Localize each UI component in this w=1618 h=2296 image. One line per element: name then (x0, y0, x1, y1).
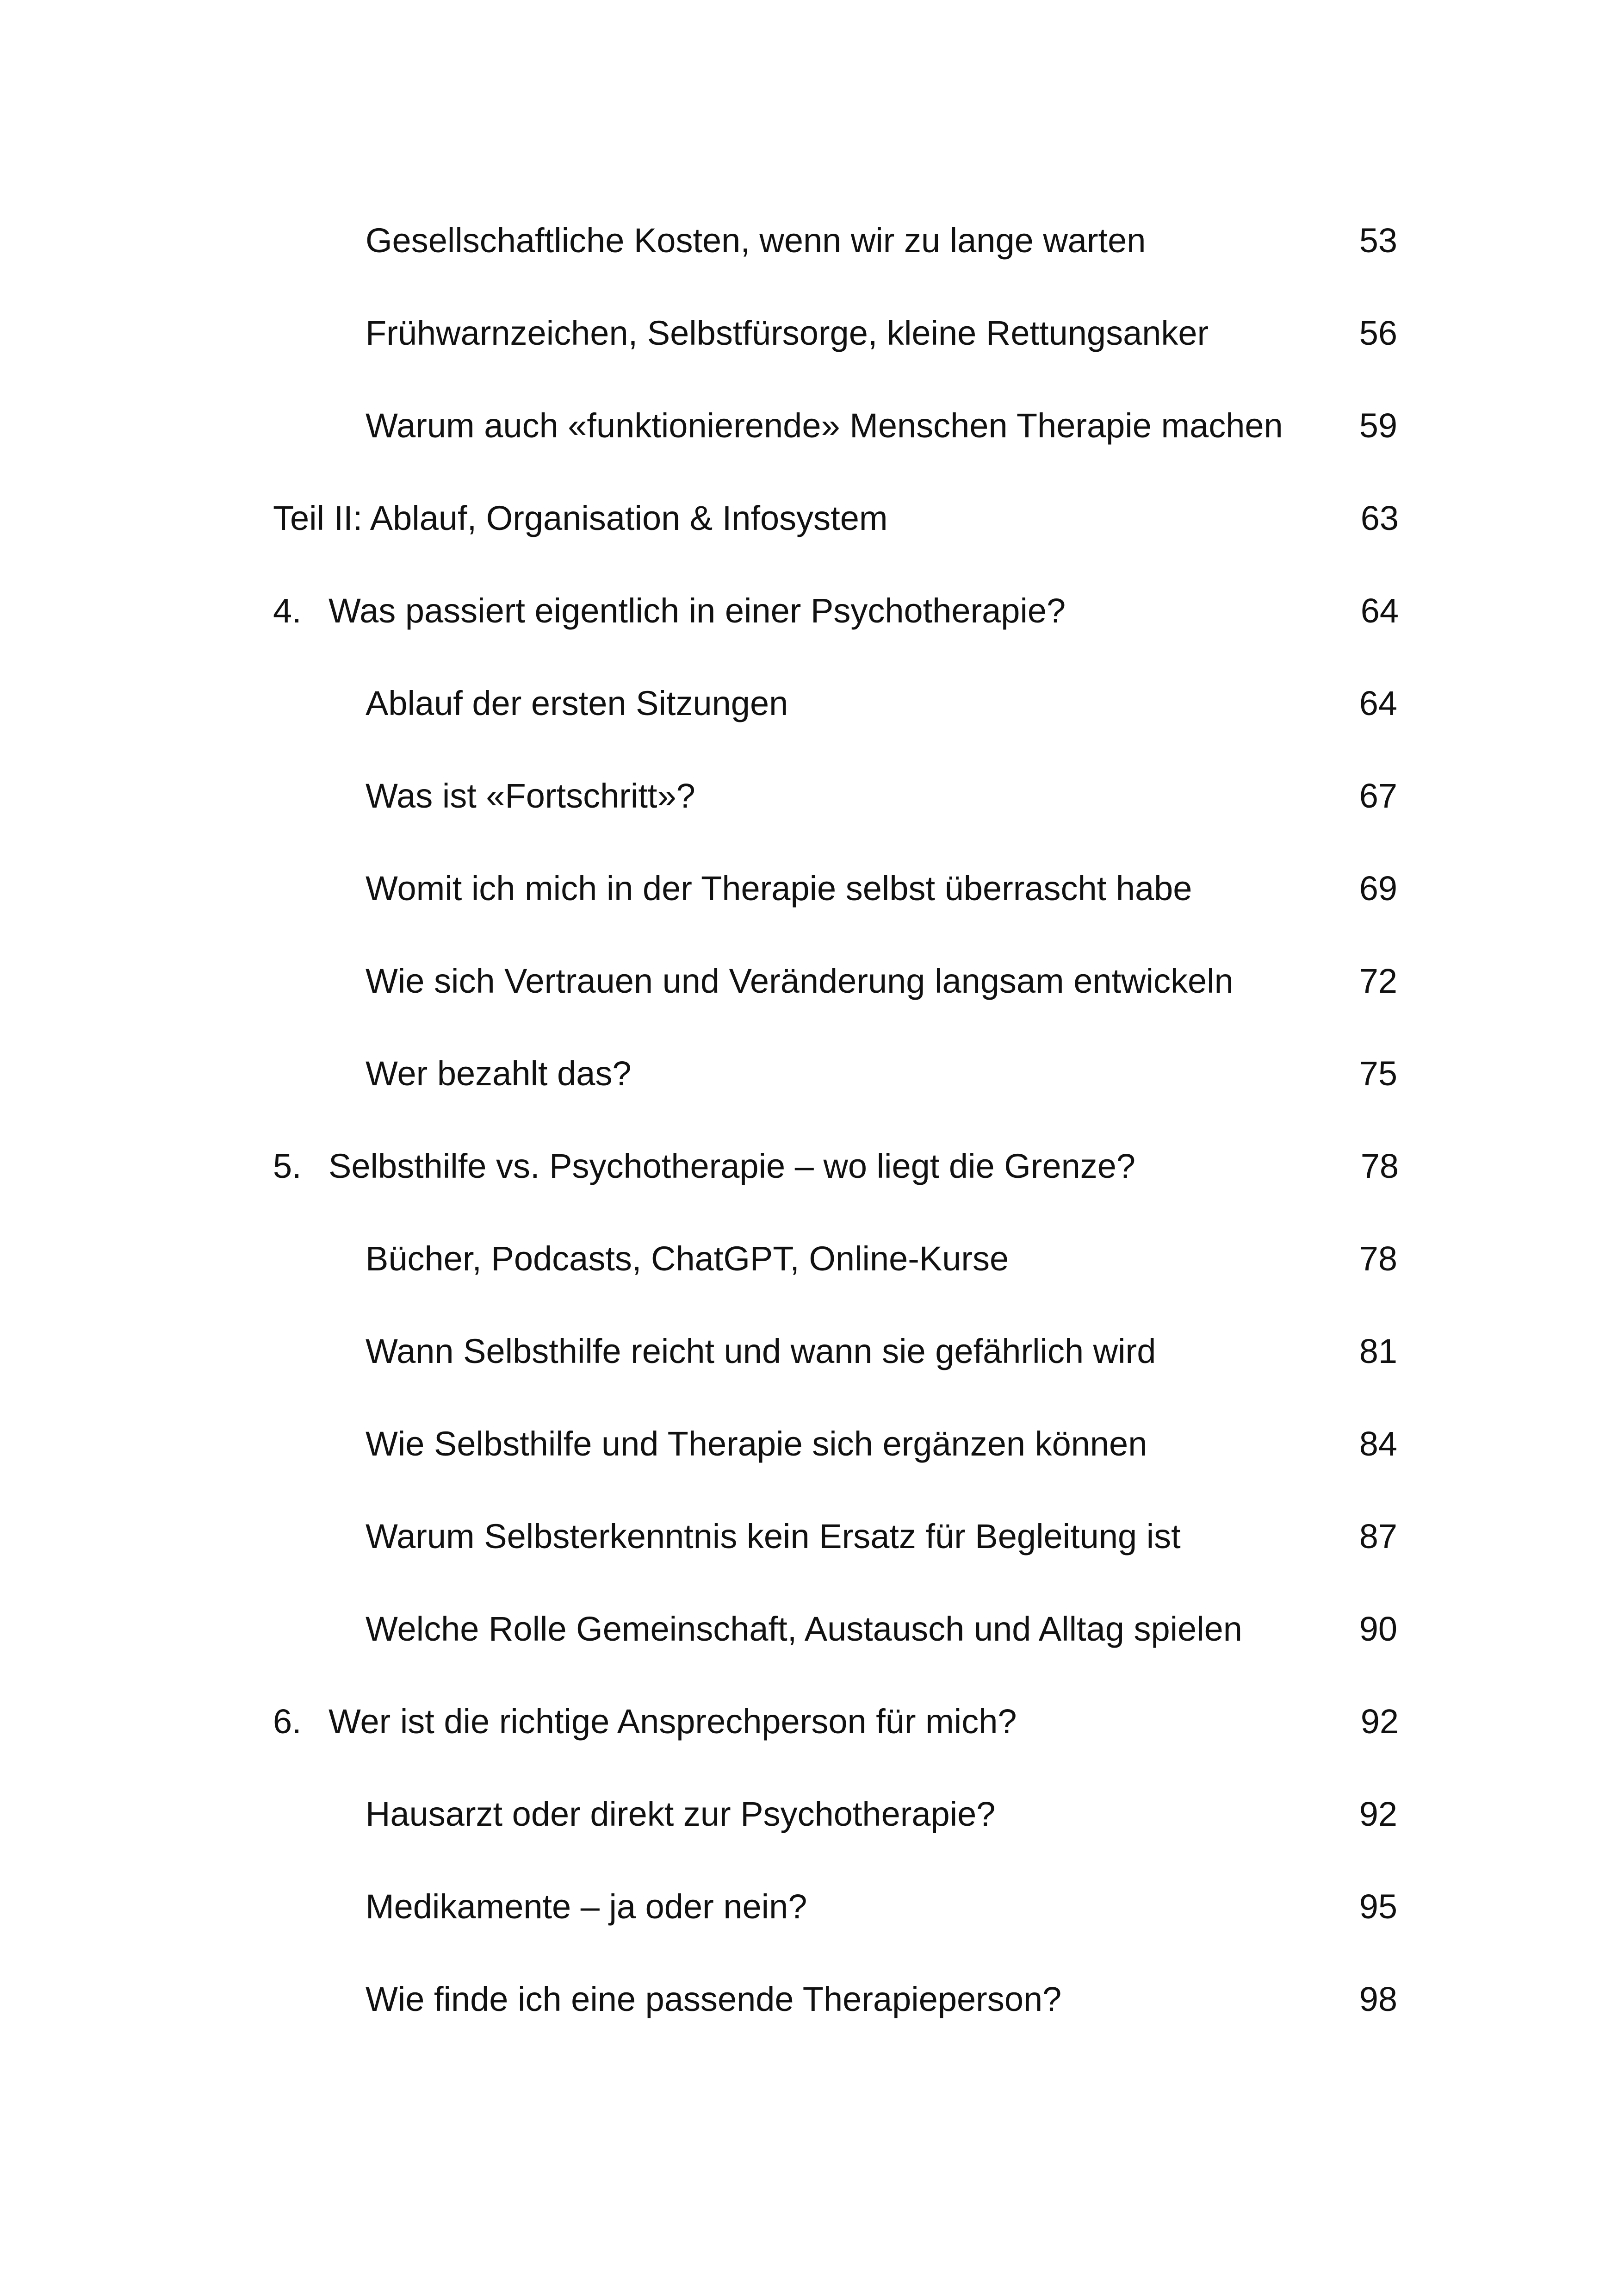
toc-entry-title: Ablauf der ersten Sitzungen (366, 684, 788, 722)
toc-entry-title: Wer ist die richtige Ansprechperson für mich? (329, 1702, 1017, 1741)
toc-entry-title: Wer bezahlt das? (366, 1054, 632, 1093)
toc-entry-title: Bücher, Podcasts, ChatGPT, Online-Kurse (366, 1239, 1009, 1278)
toc-entry-title: Wann Selbsthilfe reicht und wann sie gefährlich wird (366, 1332, 1156, 1370)
toc-entry-title: Gesellschaftliche Kosten, wenn wir zu lange warten (366, 221, 1146, 260)
toc-entry-page: 92 (1360, 1702, 1399, 1741)
toc-entry-page: 63 (1360, 499, 1399, 537)
toc-entry-title: Wie Selbsthilfe und Therapie sich ergänzen können (366, 1425, 1147, 1463)
toc-entry-page: 64 (1360, 591, 1399, 630)
toc-entry-title: Wie sich Vertrauen und Veränderung langsam entwickeln (366, 962, 1234, 1000)
toc-entry-title: Medikamente – ja oder nein? (366, 1887, 807, 1926)
toc-entry-title: Hausarzt oder direkt zur Psychotherapie? (366, 1795, 996, 1833)
toc-entry-title: Wie finde ich eine passende Therapieperson? (366, 1980, 1062, 2018)
toc-chapter-number: 5. (273, 1147, 302, 1185)
toc-entry-page: 64 (1359, 684, 1397, 722)
toc-entry-page: 84 (1359, 1425, 1397, 1463)
toc-entry-page: 90 (1359, 1610, 1397, 1648)
toc-entry-title: Was ist «Fortschritt»? (366, 777, 695, 815)
toc-entry-page: 81 (1359, 1332, 1397, 1370)
toc-entry-title: Was passiert eigentlich in einer Psychotherapie? (329, 591, 1066, 630)
toc-entry-page: 98 (1359, 1980, 1397, 2018)
toc-entry-page: 95 (1359, 1887, 1397, 1926)
toc-chapter-number: 6. (273, 1702, 302, 1741)
toc-entry-page: 59 (1359, 406, 1397, 445)
toc-entry-page: 78 (1359, 1239, 1397, 1278)
toc-entry-title: Womit ich mich in der Therapie selbst überrascht habe (366, 869, 1192, 908)
toc-entry-page: 56 (1359, 314, 1397, 352)
toc-entry-page: 92 (1359, 1795, 1397, 1833)
toc-entry-page: 87 (1359, 1517, 1397, 1556)
toc-entry-page: 75 (1359, 1054, 1397, 1093)
toc-entry-title: Selbsthilfe vs. Psychotherapie – wo liegt die Grenze? (329, 1147, 1136, 1185)
toc-entry-page: 72 (1359, 962, 1397, 1000)
toc-entry-page: 67 (1359, 777, 1397, 815)
toc-entry-page: 69 (1359, 869, 1397, 908)
toc-entry-page: 78 (1360, 1147, 1399, 1185)
toc-entry-page: 53 (1359, 221, 1397, 260)
toc-entry-title: Warum auch «funktionierende» Menschen Therapie machen (366, 406, 1283, 445)
toc-entry-title: Warum Selbsterkenntnis kein Ersatz für Begleitung ist (366, 1517, 1181, 1556)
toc-entry-title: Teil II: Ablauf, Organisation & Infosystem (273, 499, 888, 537)
toc-chapter-number: 4. (273, 591, 302, 630)
toc-entry-title: Welche Rolle Gemeinschaft, Austausch und Alltag spielen (366, 1610, 1242, 1648)
toc-entry-title: Frühwarnzeichen, Selbstfürsorge, kleine Rettungsanker (366, 314, 1209, 352)
